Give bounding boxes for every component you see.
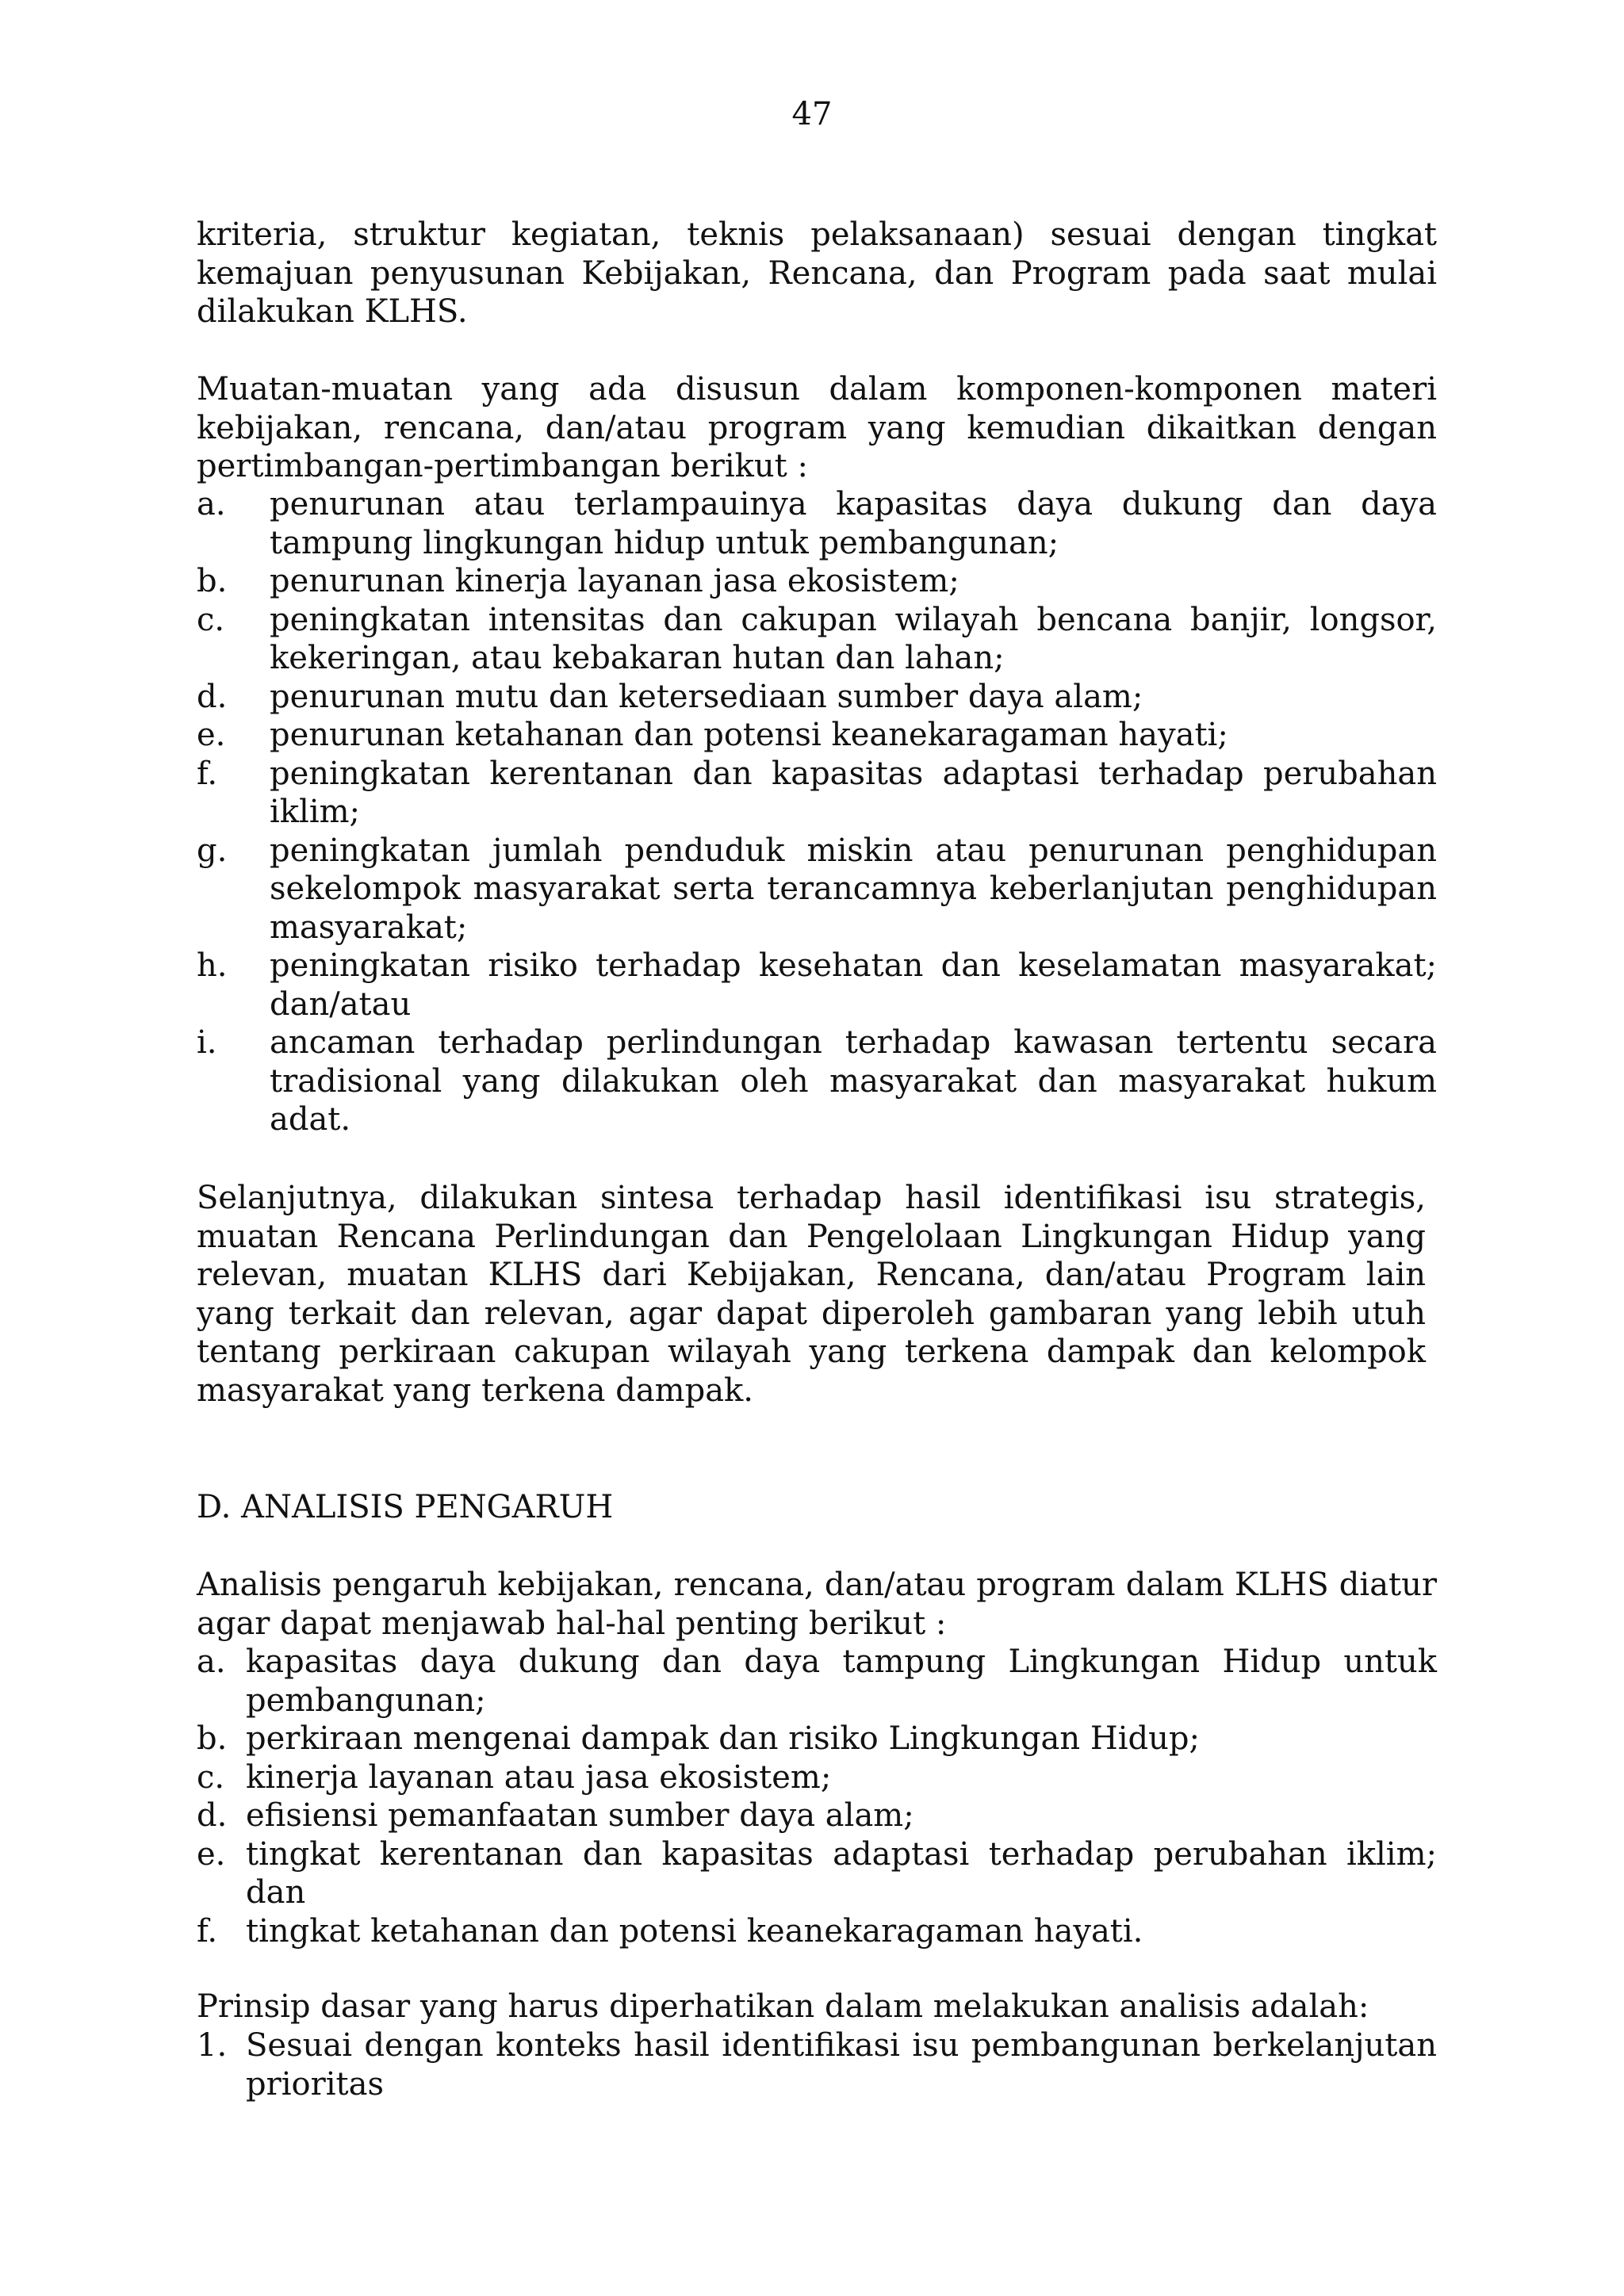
list-item-text: kinerja layanan atau jasa ekosistem; bbox=[246, 1758, 832, 1796]
list-marker: b. bbox=[197, 563, 228, 599]
list-marker: c. bbox=[197, 1758, 225, 1796]
page-number: 47 bbox=[791, 96, 833, 132]
section-heading: D. ANALISIS PENGARUH bbox=[197, 1489, 614, 1525]
list-item bbox=[197, 1720, 1437, 1758]
paragraph-selanjutnya: Selanjutnya, dilakukan sintesa terhadap hasil identifikasi isu strategis, muatan Rencana Perlindungan dan Pengelolaan Lingkungan Hidup yang relevan, muatan KLHS dari Kebijakan, Rencana, dan/atau Program lain yang terkait dan relevan, agar dapat diperoleh gambaran yang lebih utuh tentang perkiraan cakupan wilayah yang terkena dampak dan kelompok masyarakat yang terkena dampak. bbox=[197, 1180, 1426, 1409]
list-item-text: penurunan ketahanan dan potensi keanekaragaman hayati; bbox=[270, 717, 1228, 753]
list-marker: g. bbox=[197, 832, 228, 869]
list-item-text: peningkatan risiko terhadap kesehatan dan keselamatan masyarakat; dan/atau bbox=[270, 947, 1437, 1023]
list-item bbox=[197, 947, 1437, 1024]
list-item-text: perkiraan mengenai dampak dan risiko Lingkungan Hidup; bbox=[246, 1720, 1201, 1757]
list-item-text: tingkat kerentanan dan kapasitas adaptasi terhadap perubahan iklim; dan bbox=[246, 1835, 1437, 1911]
paragraph-criteria: kriteria, struktur kegiatan, teknis pelaksanaan) sesuai dengan tingkat kemajuan penyusunan Kebijakan, Rencana, dan Program pada saat mulai dilakukan KLHS. bbox=[197, 216, 1437, 330]
paragraph-muatan: Muatan-muatan yang ada disusun dalam komponen-komponen materi kebijakan, rencana, dan/atau program yang kemudian dikaitkan dengan pertimbangan-pertimbangan berikut : bbox=[197, 371, 1437, 484]
list-item bbox=[197, 562, 1437, 601]
list-item-text: peningkatan jumlah penduduk miskin atau penurunan penghidupan sekelompok masyarakat serta terancamnya keberlanjutan penghidupan masyarakat; bbox=[270, 832, 1437, 946]
list-item bbox=[197, 1835, 1437, 1912]
list-item bbox=[197, 832, 1437, 947]
list-item bbox=[197, 2026, 1437, 2103]
list-item-text: efisiensi pemanfaatan sumber daya alam; bbox=[246, 1797, 914, 1834]
list-item bbox=[197, 485, 1437, 562]
list-marker: i. bbox=[197, 1024, 217, 1061]
paragraph-prinsip: Prinsip dasar yang harus diperhatikan dalam melakukan analisis adalah: bbox=[197, 1988, 1369, 2025]
list-marker: a. bbox=[197, 486, 226, 522]
list-marker: f. bbox=[197, 755, 218, 792]
list-marker: e. bbox=[197, 1835, 226, 1873]
list-item-text: penurunan mutu dan ketersediaan sumber daya alam; bbox=[270, 678, 1143, 715]
paragraph-analisis: Analisis pengaruh kebijakan, rencana, dan/atau program dalam KLHS diatur agar dapat menjawab hal-hal penting berikut : bbox=[197, 1567, 1437, 1642]
list-item bbox=[197, 1758, 1437, 1797]
list-item bbox=[197, 1797, 1437, 1835]
list-marker: h. bbox=[197, 947, 228, 984]
list-considerations bbox=[197, 485, 1437, 1139]
list-marker: 1. bbox=[197, 2027, 228, 2064]
list-item-text: penurunan kinerja layanan jasa ekosistem; bbox=[270, 563, 959, 599]
list-item-text: penurunan atau terlampauinya kapasitas daya dukung dan daya tampung lingkungan hidup untuk pembangunan; bbox=[270, 486, 1437, 561]
list-item bbox=[197, 1643, 1437, 1720]
list-item-text: ancaman terhadap perlindungan terhadap kawasan tertentu secara tradisional yang dilakukan oleh masyarakat dan masyarakat hukum adat. bbox=[270, 1024, 1437, 1138]
list-principles bbox=[197, 2026, 1437, 2103]
list-item-text: kapasitas daya dukung dan daya tampung Lingkungan Hidup untuk pembangunan; bbox=[246, 1644, 1437, 1719]
list-marker: d. bbox=[197, 1797, 228, 1834]
list-item bbox=[197, 755, 1437, 832]
list-marker: b. bbox=[197, 1720, 228, 1757]
list-marker: a. bbox=[197, 1644, 226, 1680]
list-marker: d. bbox=[197, 678, 228, 715]
list-item-text: peningkatan kerentanan dan kapasitas adaptasi terhadap perubahan iklim; bbox=[270, 755, 1437, 830]
list-item bbox=[197, 678, 1437, 717]
list-important-points bbox=[197, 1643, 1437, 1950]
list-item bbox=[197, 601, 1437, 678]
list-item bbox=[197, 1912, 1437, 1951]
list-item-text: tingkat ketahanan dan potensi keanekaragaman hayati. bbox=[246, 1912, 1143, 1950]
list-item bbox=[197, 716, 1437, 755]
list-item bbox=[197, 1024, 1437, 1139]
list-marker: f. bbox=[197, 1912, 218, 1950]
list-marker: c. bbox=[197, 601, 225, 638]
list-marker: e. bbox=[197, 717, 226, 753]
list-item-text: Sesuai dengan konteks hasil identifikasi isu pembangunan berkelanjutan prioritas bbox=[246, 2027, 1437, 2103]
list-item-text: peningkatan intensitas dan cakupan wilayah bencana banjir, longsor, kekeringan, atau kebakaran hutan dan lahan; bbox=[270, 601, 1437, 676]
